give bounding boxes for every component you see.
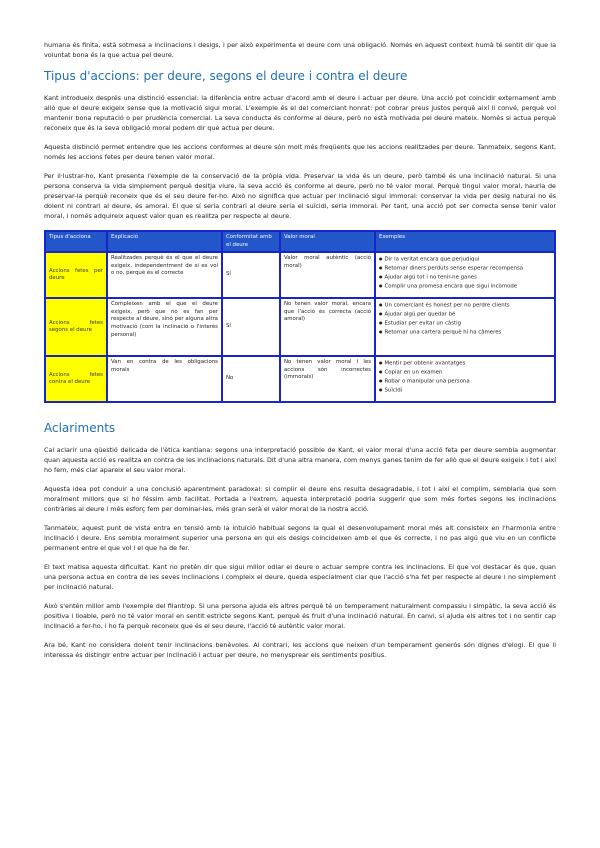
examples-cell [375,298,555,356]
list-item: ● Ajudar algú tot i no tenir-ne ganes [379,273,551,282]
paragraph: Kant introdueix després una distinció essencial: la diferència entre actuar d'acord amb el deure i actuar per deure. Una acció pot coincidir externament amb allò que el deure exigeix sense que la motivació sigui moral. L'exemple és el del comerciant honrat: pot cobrar preus justos perquè així li convé, perquè vol mantenir bona reputació o per prudència comercial. La seva conducta és conforme al deure, però no està motivada pel deure mateix. Només si actua perquè reconeix que és la seva obligació moral podem dir que actua per deure. [44,94,556,132]
list-item: ● Dir la veritat encara que perjudiqui [379,255,551,264]
paragraph: El text matisa aquesta dificultat. Kant no pretén dir que sigui millor odiar el deure o actuar sempre contra les inclinacions. El que vol destacar és que, quan una persona actua en contra de les seves inclinacions i compleix el deure, queda especialment clar que l'acció s'ha fet per respecte al deure i no simplement per inclinació natural. [44,563,556,592]
examples-cell [375,356,555,402]
examples-list [379,255,551,291]
moral-value-cell: No tenen valor moral i les accions són incorrectes (immorals) [280,356,375,402]
explanation-cell: Realitzades perquè és el que el deure exigeix, independentment de si es vol o no, perquè és el correcte [107,252,222,298]
list-item: ● Un comerciant és honest per no perdre clients [379,301,551,310]
moral-value-cell: No tenen valor moral, encara que l'acció és correcta (acció amoral) [280,298,375,356]
paragraph: Cal aclarir una qüestió delicada de l'ètica kantiana: segons una interpretació possible de Kant, el valor moral d'una acció feta per deure sembla augmentar quan aquesta acció es realitza en contra de les inclinacions naturals. Dit d'una altra manera, com menys ganes tenim de fer allò que el deure exigeix i tot i així ho fem, més clar apareix el seu valor moral. [44,446,556,475]
paragraph: Això s'entén millor amb l'exemple del filantrop. Si una persona ajuda els altres perquè té un temperament naturalment compassiu i simpàtic, la seva acció és positiva i lloable, però no té valor moral en sentit estricte segons Kant, perquè és fruit d'una inclinació natural. En canvi, si ajuda els altres tot i no sentir cap inclinació a fer-ho, i ho fa perquè reconeix que és el seu deure, l'acció té autèntic valor moral. [44,602,556,631]
table-header-cell: Tipus d'acciona [45,231,107,252]
intro-paragraph: humana és finita, està sotmesa a inclinacions i desigs, i per això experimenta el deure com una obligació. Només en aquest context humà té sentit dir que la voluntat bona és la que actua pel deure. [44,41,556,59]
examples-list [379,359,551,395]
paragraph: Tanmateix, aquest punt de vista entra en tensió amb la intuïció habitual segons la qual el desenvolupament moral més alt consisteix en l'harmonia entre inclinació i deure. Ens sembla moralment superior una persona en qui els desigs coincideixen amb el que és correcte, i no pas algú que viu en un conflicte permanent entre el que vol i el que ha de fer. [44,524,556,553]
section-heading-action-types: Tipus d'accions: per deure, segons el deure i contra el deure [44,69,408,83]
table-header-cell: Valor moral [280,231,375,252]
list-item: ● Retornar diners perduts sense esperar recompensa [379,264,551,273]
list-item: ● Ajudar algú per quedar bé [379,310,551,319]
row-type-cell: Accions fetes segons el deure [45,298,107,356]
conformity-cell: Sí [222,298,280,356]
conformity-cell: No [222,356,280,402]
paragraph: Ara bé, Kant no considera dolent tenir inclinacions benèvoles. Al contrari, les accions que neixen d'un temperament generós són dignes d'elogi. El que li interessa és distingir entre actuar per inclinació i actuar per deure, no menysprear els sentiments positius. [44,641,556,660]
row-type-cell: Accions fetes contra el deure [45,356,107,402]
list-item: ● Copiar en un examen [379,368,551,377]
paragraph: Aquesta distinció permet entendre que les accions conformes al deure són molt més freqüents que les accions realitzades per deure. Tanmateix, segons Kant, només les accions fetes per deure tenen valor moral. [44,143,556,161]
moral-value-cell: Valor moral autèntic (acció moral) [280,252,375,298]
list-item: ● Robar o manipular una persona [379,377,551,386]
examples-list [379,301,551,337]
table-row [45,298,555,356]
document-page [44,40,556,669]
paragraph: Aquesta idea pot conduir a una conclusió aparentment paradoxal: si complir el deure ens resulta desagradable, i tot i així el complim, semblaria que som moralment millors que si ho féssim amb facilitat. Portada a l'extrem, aquesta interpretació podria suggerir que som més fortes segons les inclinacions contràries al deure i més esforç fem per dominar-les, més gran serà el valor moral de la nostra acció. [44,485,556,514]
explanation-cell: Van en contra de les obligacions morals [107,356,222,402]
conformity-cell: Sí [222,252,280,298]
list-item: ● Suïcidi [379,386,551,395]
paragraph: Per il·lustrar-ho, Kant presenta l'exemple de la conservació de la pròpia vida. Preservar la vida és un deure, però també és una inclinació natural. Si una persona conserva la vida simplement perquè desitja viure, la seva acció és conforme al deure, però no té valor moral. Perquè tingui valor moral, hauria de preservar-la perquè reconeix que és el seu deure fer-ho. Això no significa que actuar per inclinació sigui immoral: conservar la vida per desig natural no és dolent ni contrari al deure, és amoral. El que sí seria contrari al deure seria el suïcidi, seria immoral. Per tant, una acció pot ser correcta sense tenir valor moral, i només adquireix aquest valor quan es realitza per respecte al deure. [44,172,556,220]
examples-cell [375,252,555,298]
table-header-cell: Explicació [107,231,222,252]
table-row [45,356,555,402]
list-item: ● Mentir per obtenir avantatges [379,359,551,368]
row-type-cell: Accions fetes per deure [45,252,107,298]
table-header-cell: Exemples [375,231,555,252]
section-heading-clarifications: Aclariments [44,421,116,436]
list-item: ● Estudiar per evitar un càstig [379,319,551,328]
table-row [45,252,555,298]
table-header-row [45,231,555,252]
table-header-cell: Conformitat amb el deure [222,231,280,252]
list-item: ● Complir una promesa encara que sigui incòmode [379,282,551,291]
list-item: ● Retornar una cartera perquè hi ha càmeres [379,328,551,337]
action-types-table [44,230,556,403]
explanation-cell: Compleixen amb el que el deure exigeix, però que no es fan per respecte al deure, sinó per alguna altra motivació (com la inclinació o l'interès personal) [107,298,222,356]
